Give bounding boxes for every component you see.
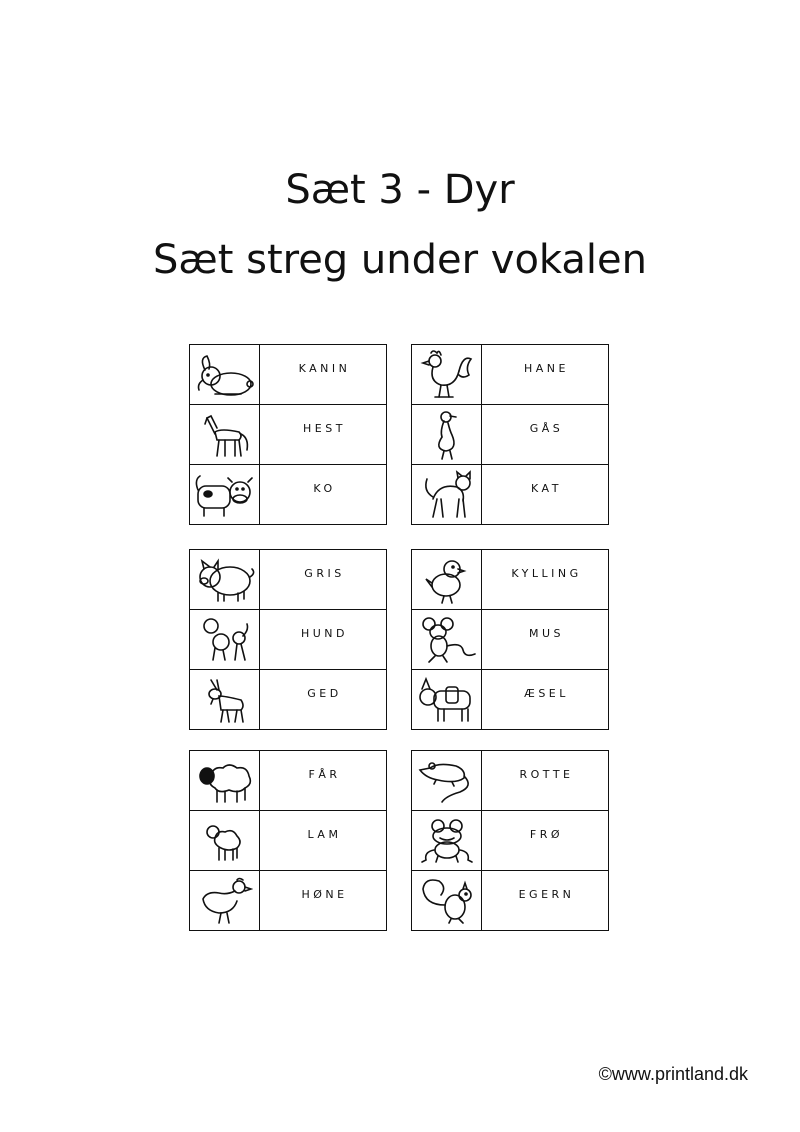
table-row	[412, 345, 609, 405]
table-row	[412, 465, 609, 525]
word-label: KANIN	[298, 362, 351, 375]
table-row	[412, 751, 609, 811]
word-label: HEST	[303, 422, 346, 435]
cow-icon	[194, 470, 256, 520]
word-label: FÅR	[308, 768, 341, 781]
table-row	[190, 871, 387, 931]
footer-copyright: ©www.printland.dk	[598, 1064, 748, 1084]
word-label: KYLLING	[511, 567, 582, 580]
word-label: MUS	[528, 627, 565, 640]
pig-icon	[194, 555, 256, 605]
table-row	[412, 610, 609, 670]
word-label: KO	[313, 482, 336, 495]
table-row	[190, 670, 387, 730]
word-label: GRIS	[304, 567, 345, 580]
table-row	[412, 670, 609, 730]
lamb-icon	[201, 818, 249, 864]
table-row	[190, 550, 387, 610]
word-label: ÆSEL	[524, 687, 569, 700]
chick-icon	[422, 555, 472, 605]
table-row	[190, 751, 387, 811]
word-label: EGERN	[518, 888, 575, 901]
donkey-icon	[416, 675, 478, 725]
word-table-2	[411, 344, 609, 525]
dog-icon	[197, 614, 253, 666]
squirrel-icon	[417, 875, 477, 927]
page-subtitle: Sæt streg under vokalen	[153, 237, 647, 283]
table-row	[412, 811, 609, 871]
horse-icon	[197, 410, 253, 460]
word-label: HØNE	[301, 888, 348, 901]
table-row	[190, 405, 387, 465]
table-row	[190, 465, 387, 525]
frog-icon	[418, 816, 476, 866]
word-label: HUND	[300, 627, 349, 640]
word-table-3	[189, 549, 387, 730]
word-label: LAM	[307, 828, 342, 841]
word-table-5	[189, 750, 387, 931]
word-label: KAT	[531, 482, 562, 495]
word-table-6	[411, 750, 609, 931]
rat-icon	[416, 756, 478, 806]
goose-icon	[422, 409, 472, 461]
word-label: FRØ	[529, 828, 564, 841]
word-label: ROTTE	[519, 768, 574, 781]
page-title: Sæt 3 - Dyr	[285, 167, 515, 213]
mouse-icon	[417, 614, 477, 666]
table-row	[190, 811, 387, 871]
rooster-icon	[419, 349, 475, 401]
goat-icon	[197, 674, 253, 726]
word-table-1	[189, 344, 387, 525]
table-row	[412, 550, 609, 610]
table-row	[190, 610, 387, 670]
cat-icon	[419, 469, 475, 521]
word-label: HANE	[524, 362, 569, 375]
table-row	[190, 345, 387, 405]
rabbit-icon	[195, 350, 255, 400]
sheep-icon	[195, 756, 255, 806]
word-label: GED	[307, 687, 342, 700]
word-label: GÅS	[529, 422, 564, 435]
hen-icon	[197, 875, 253, 927]
table-row	[412, 871, 609, 931]
word-table-4	[411, 549, 609, 730]
table-row	[412, 405, 609, 465]
